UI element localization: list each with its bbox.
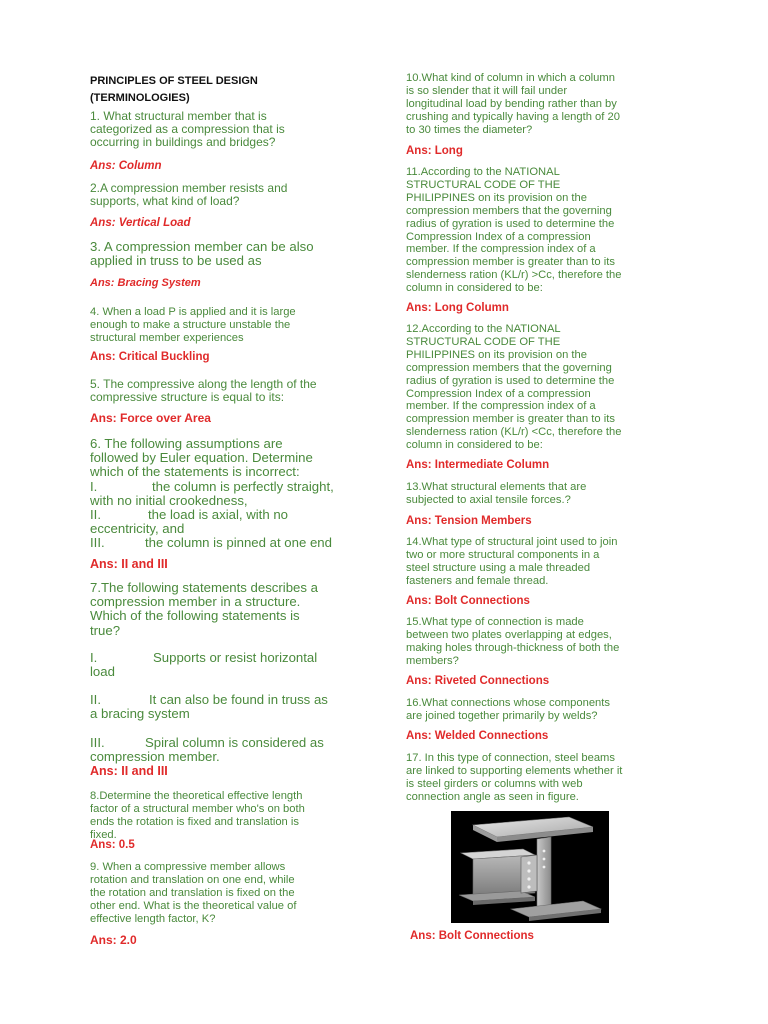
answer-5: Ans: Force over Area: [90, 411, 211, 425]
question-17: 17. In this type of connection, steel beams are linked to supporting elements whether it is steel girders or columns with web connection angle as seen in figure.: [406, 752, 623, 803]
question-8: 8.Determine the theoretical effective length factor of a structural member who's on both ends the rotation is fixed and translation is fixed.: [90, 790, 305, 841]
answer-15: Ans: Riveted Connections: [406, 675, 550, 687]
answer-1: Ans: Column: [90, 160, 162, 172]
answer-13: Ans: Tension Members: [406, 515, 532, 527]
q6-item-2: II. the load is axial, with no: [90, 507, 289, 523]
answer-6: Ans: II and III: [90, 557, 168, 571]
answer-17: Ans: Bolt Connections: [410, 930, 534, 942]
question-15: 15.What type of connection is made between two plates overlapping at edges, making holes through-thickness of both the members?: [406, 616, 620, 667]
question-4: 4. When a load P is applied and it is large enough to make a structure unstable the structural member experiences: [90, 306, 296, 344]
title-line-1: PRINCIPLES OF STEEL DESIGN: [90, 75, 258, 87]
q6-item-3: III. the column is pinned at one end: [90, 535, 332, 551]
answer-7: Ans: II and III: [90, 764, 168, 778]
q7-item-3: III. Spiral column is considered as compression member.: [90, 735, 324, 765]
answer-8: Ans: 0.5: [90, 839, 135, 851]
answer-10: Ans: Long: [406, 145, 463, 157]
answer-12: Ans: Intermediate Column: [406, 459, 550, 471]
answer-14: Ans: Bolt Connections: [406, 595, 530, 607]
answer-11: Ans: Long Column: [406, 302, 509, 314]
question-9: 9. When a compressive member allows rotation and translation on one end, while the rotation and translation is fixed on the other end. What is the theoretical value of effective length factor, K?: [90, 861, 297, 925]
question-3: 3. A compression member can be also applied in truss to be used as: [90, 239, 314, 269]
q7-item-2: II. It can also be found in truss as a bracing system: [90, 692, 328, 722]
question-16: 16.What connections whose components are joined together primarily by welds?: [406, 697, 610, 722]
question-11: 11.According to the NATIONAL STRUCTURAL CODE OF THE PHILIPPINES on its provision on the compression members that the governing radius of gyration is used to determine the Compression Index of a compression member. If the compression index of a compression member is greater than to its slenderness ration (KL/r) >Cc, therefore the column in considered to be:: [406, 166, 622, 295]
answer-3: Ans: Bracing System: [90, 277, 201, 289]
beam-connection-illustration: [451, 811, 609, 923]
question-10: 10.What kind of column in which a column is so slender that it will fail under longitudinal load by bending rather than by crushing and typically having a length of 20 to 30 times the diameter?: [406, 72, 620, 136]
answer-16: Ans: Welded Connections: [406, 730, 549, 742]
question-7: 7.The following statements describes a compression member in a structure. Which of the following statements is true?: [90, 580, 318, 638]
title-line-2: (TERMINOLOGIES): [90, 92, 190, 104]
answer-9: Ans: 2.0: [90, 933, 137, 947]
question-12: 12.According to the NATIONAL STRUCTURAL CODE OF THE PHILIPPINES on its provision on the compression members that the governing radius of gyration is used to determine the Compression Index of a compression member. If the compression index of a compression member is greater than to its slenderness ration (KL/r) <Cc, therefore the column in considered to be:: [406, 323, 622, 452]
question-5: 5. The compressive along the length of the compressive structure is equal to its:: [90, 377, 317, 404]
q6-item-1: I. the column is perfectly straight,: [90, 478, 334, 494]
answer-2: Ans: Vertical Load: [90, 217, 191, 229]
answer-4: Ans: Critical Buckling: [90, 351, 210, 363]
question-6: 6. The following assumptions are followed by Euler equation. Determine which of the statements is incorrect: I. the column is perfectly straight, with no initial crookedness, II. the load is axial, with no eccentricity, and III. the column is pinned at one end: [90, 436, 334, 551]
question-2: 2.A compression member resists and supports, what kind of load?: [90, 181, 288, 208]
question-13: 13.What structural elements that are subjected to axial tensile forces.?: [406, 481, 587, 506]
beam-connection-figure: [451, 811, 609, 923]
q7-item-1: I. Supports or resist horizontal load: [90, 650, 318, 680]
question-1: 1. What structural member that is categorized as a compression that is occurring in buildings and bridges?: [90, 109, 285, 149]
document-title: [90, 73, 258, 107]
question-14: 14.What type of structural joint used to join two or more structural components in a steel structure using a male threaded fasteners and female thread.: [406, 536, 618, 587]
